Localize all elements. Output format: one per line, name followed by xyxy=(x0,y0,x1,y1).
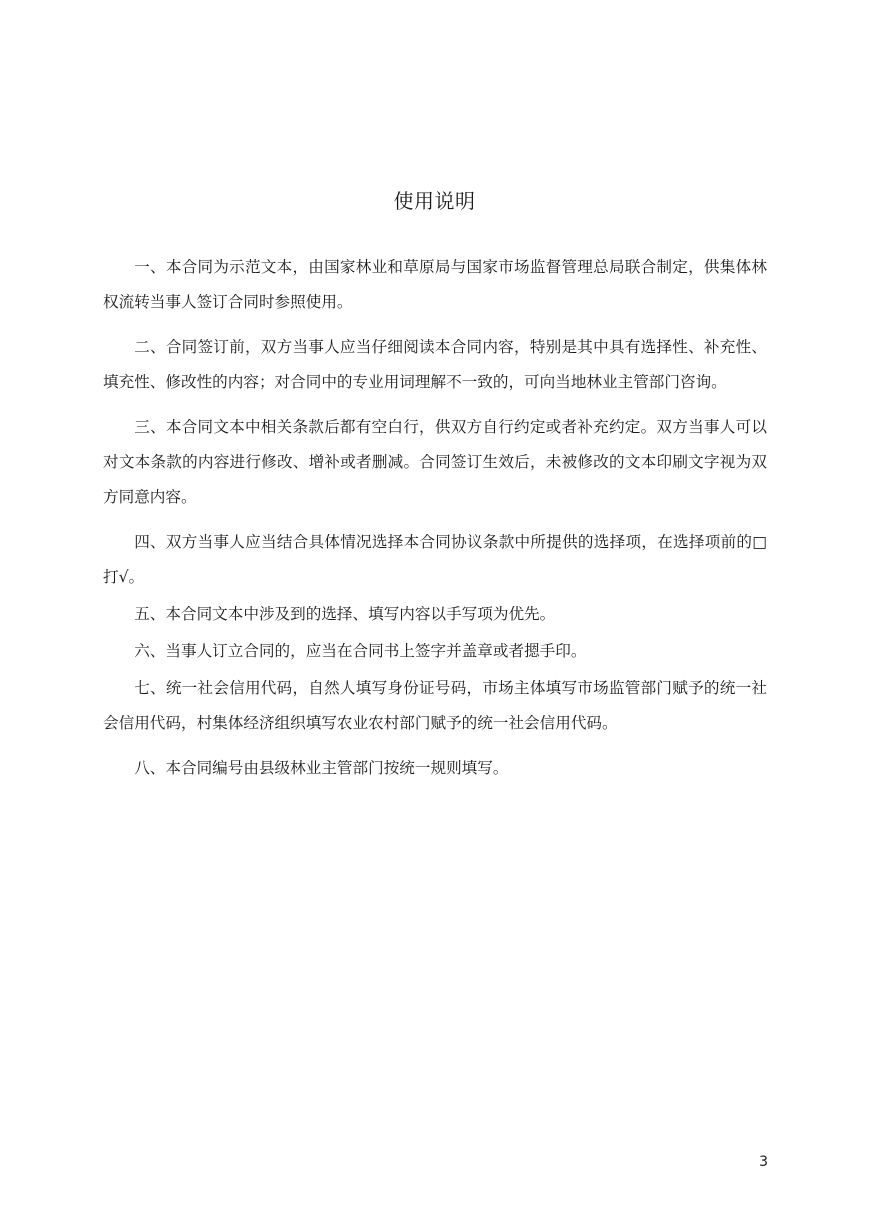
instruction-paragraph-3: 三、本合同文本中相关条款后都有空白行，供双方自行约定或者补充约定。双方当事人可以对文本条款的内容进行修改、增补或者删减。合同签订生效后，未被修改的文本印刷文字视为双方同意内容。 xyxy=(103,418,767,506)
instruction-paragraph-5: 五、本合同文本中涉及到的选择、填写内容以手写项为优先。 xyxy=(134,605,556,623)
page-title: 使用说明 xyxy=(393,189,476,213)
instructions-body xyxy=(103,250,767,796)
instruction-paragraph-1: 一、本合同为示范文本，由国家林业和草原局与国家市场监督管理总局联合制定，供集体林权流转当事人签订合同时参照使用。 xyxy=(103,258,767,311)
instruction-paragraph-2: 二、合同签订前，双方当事人应当仔细阅读本合同内容，特别是其中具有选择性、补充性、填充性、修改性的内容；对合同中的专业用词理解不一致的，可向当地林业主管部门咨询。 xyxy=(103,338,767,391)
instruction-paragraph-8: 八、本合同编号由县级林业主管部门按统一规则填写。 xyxy=(134,759,509,777)
instruction-paragraph-4: 四、双方当事人应当结合具体情况选择本合同协议条款中所提供的选择项，在选择项前的□打√。 xyxy=(103,533,767,586)
instruction-paragraph-6: 六、当事人订立合同的，应当在合同书上签字并盖章或者摁手印。 xyxy=(134,642,587,660)
instruction-paragraph-7: 七、统一社会信用代码，自然人填写身份证号码，市场主体填写市场监管部门赋予的统一社会信用代码，村集体经济组织填写农业农村部门赋予的统一社会信用代码。 xyxy=(103,679,767,732)
page-number: 3 xyxy=(759,1154,768,1170)
